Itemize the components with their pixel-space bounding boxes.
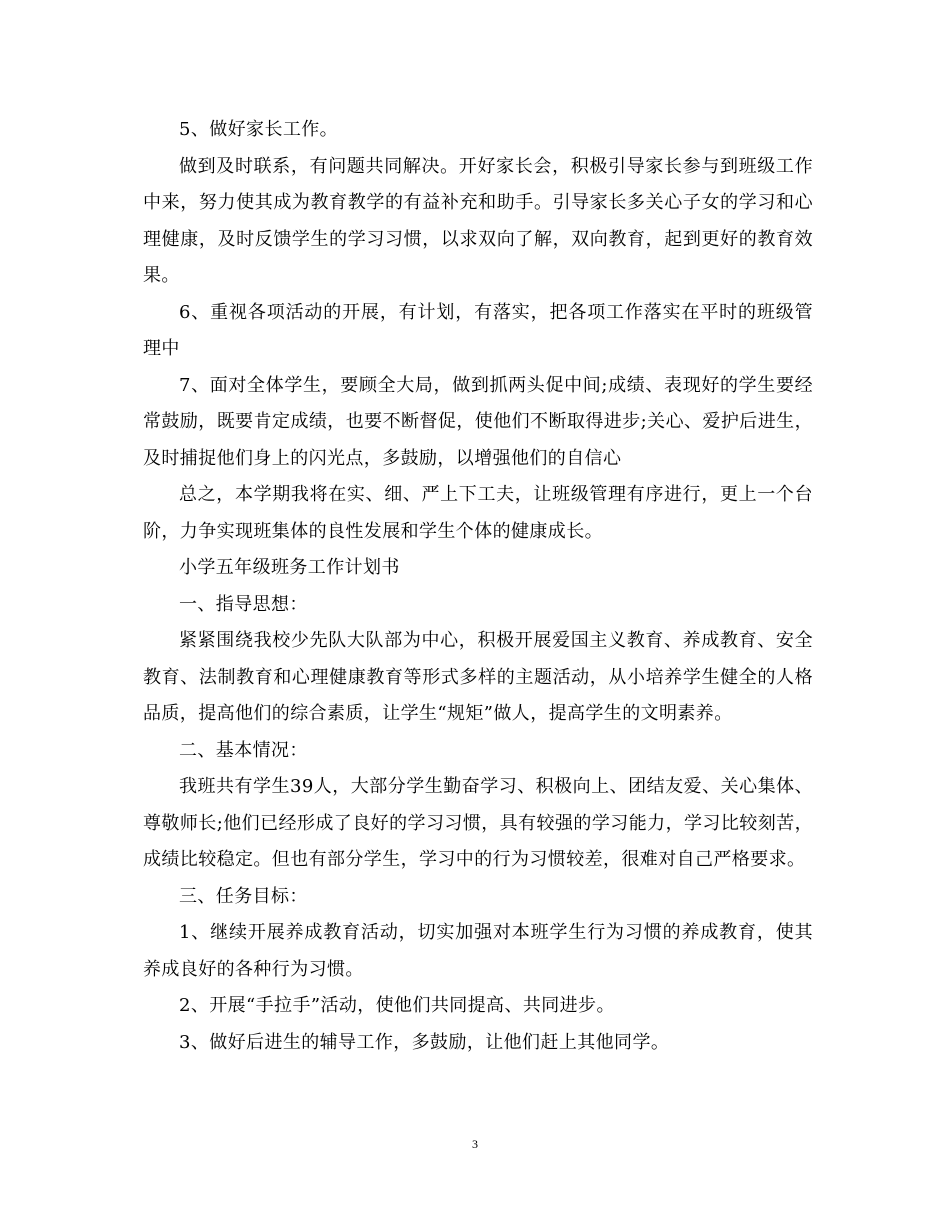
paragraph-summary: 总之，本学期我将在实、细、严上下工夫，让班级管理有序进行，更上一个台阶，力争实现班集体的良性发展和学生个体的健康成长。 xyxy=(143,484,813,542)
paragraph-goal-2: 2、开展“手拉手”活动，使他们共同提高、共同进步。 xyxy=(179,995,615,1016)
paragraph-basic-situation: 我班共有学生39人，大部分学生勤奋学习、积极向上、团结友爱、关心集体、尊敬师长;他们已经形成了良好的学习习惯，具有较强的学习能力，学习比较刻苦，成绩比较稳定。但也有部分学生，学习中的行为习惯较差，很难对自己严格要求。 xyxy=(143,776,813,870)
section-title: 小学五年级班务工作计划书 xyxy=(179,557,400,578)
paragraph-item-6: 6、重视各项活动的开展，有计划，有落实，把各项工作落实在平时的班级管理中 xyxy=(143,301,813,359)
page-number: 3 xyxy=(472,1137,478,1151)
document-body xyxy=(143,112,813,1061)
paragraph-guiding-ideology: 紧紧围绕我校少先队大队部为中心，积极开展爱国主义教育、养成教育、安全教育、法制教育和心理健康教育等形式多样的主题活动，从小培养学生健全的人格品质，提高他们的综合素质，让学生“规矩”做人，提高学生的文明素养。 xyxy=(143,630,813,724)
heading-basic-situation: 二、基本情况： xyxy=(179,739,308,761)
paragraph-goal-3: 3、做好后进生的辅导工作，多鼓励，让他们赶上其他同学。 xyxy=(179,1031,670,1053)
paragraph-goal-1: 1、继续开展养成教育活动，切实加强对本班学生行为习惯的养成教育，使其养成良好的各种行为习惯。 xyxy=(143,922,813,980)
paragraph-item-5-heading: 5、做好家长工作。 xyxy=(179,119,339,140)
paragraph-item-7: 7、面对全体学生，要顾全大局，做到抓两头促中间;成绩、表现好的学生要经常鼓励，既要肯定成绩，也要不断督促，使他们不断取得进步;关心、爱护后进生，及时捕捉他们身上的闪光点，多鼓励，以增强他们的自信心 xyxy=(143,374,813,469)
paragraph-parent-work: 做到及时联系，有问题共同解决。开好家长会，积极引导家长参与到班级工作中来，努力使其成为教育教学的有益补充和助手。引导家长多关心子女的学习和心理健康，及时反馈学生的学习习惯，以求双向了解，双向教育，起到更好的教育效果。 xyxy=(143,155,813,286)
heading-task-goals: 三、任务目标： xyxy=(179,885,308,907)
heading-guiding-ideology: 一、指导思想： xyxy=(179,593,308,615)
